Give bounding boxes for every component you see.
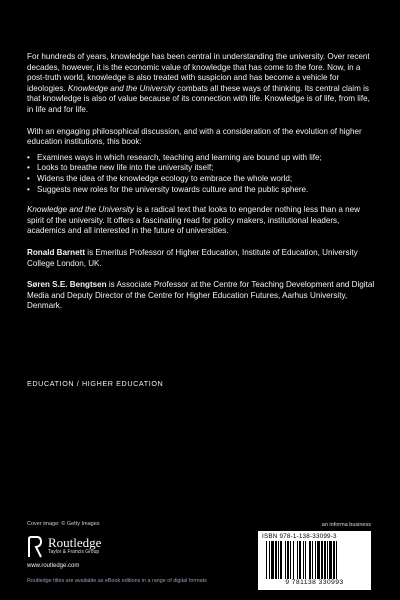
publisher-name: Routledge bbox=[48, 535, 102, 550]
publisher-url[interactable]: www.routledge.com bbox=[27, 563, 80, 569]
blurb-paragraph-2: With an engaging philosophical discussion, and with a consideration of the evolution of higher education institutions, this book: bbox=[27, 126, 362, 147]
publisher-wordmark bbox=[48, 536, 101, 555]
blurb-text bbox=[27, 52, 375, 323]
blurb-paragraph-3 bbox=[27, 205, 375, 237]
author-bio-text: is Emeritus Professor of Higher Education, Institute of Education, University College London, UK. bbox=[27, 247, 358, 268]
author-bio-text: is Associate Professor at the Centre for Teaching Development and Digital Media and Deputy Director of the Centre for Higher Education Futures, Aarhus University, Denmark. bbox=[27, 280, 375, 311]
blurb-p3-rest: is a radical text that looks to engender nothing less than a new spirit of the university. It offers a fascinating read for policy makers, institutional leaders, academics and all interested in the future of universities. bbox=[27, 205, 360, 236]
author-name: Ronald Barnett bbox=[27, 247, 86, 257]
barcode-icon bbox=[262, 541, 367, 579]
blurb-paragraph-1 bbox=[27, 52, 375, 116]
isbn-label: ISBN 978-1-138-33099-3 bbox=[262, 533, 337, 540]
informa-tagline: an informa business bbox=[321, 522, 371, 528]
blurb-p1-text: For hundreds of years, knowledge has been central in understanding the university. Over recent decades, however, it is the economic value of knowledge that has come to the fore. Now, in a post-truth world, knowledge is also treated with suspicion and has become a vehicle for ideologies. bbox=[27, 52, 370, 93]
bullet-item: • Looks to breathe new life into the university itself; bbox=[27, 163, 375, 174]
book-title-italic: Knowledge and the University bbox=[67, 83, 176, 93]
author-name: Søren S.E. Bengtsen bbox=[27, 280, 107, 290]
blurb-p1-rest: combats all these ways of thinking. Its central claim is that knowledge is also of value because of its connection with life. Knowledge is of life, from life, in life and for life. bbox=[27, 83, 370, 114]
author-bio-2 bbox=[27, 280, 375, 312]
cover-credit: Cover image: © Getty Images bbox=[27, 521, 100, 527]
book-title-italic: Knowledge and the University bbox=[27, 205, 135, 215]
barcode-area bbox=[258, 522, 371, 590]
publisher-logo bbox=[27, 536, 101, 558]
barcode-number: 9 781138 330993 bbox=[285, 579, 344, 586]
routledge-logo-icon bbox=[27, 536, 43, 558]
author-bio-1 bbox=[27, 248, 375, 269]
blurb-bullets bbox=[27, 153, 375, 195]
subject-category: EDUCATION / HIGHER EDUCATION bbox=[27, 379, 164, 388]
bullet-item: • Widens the idea of the knowledge ecology to embrace the whole world; bbox=[27, 174, 375, 185]
bullet-item: • Examines ways in which research, teaching and learning are bound up with life; bbox=[27, 153, 375, 164]
bullet-item: • Suggests new roles for the university towards culture and the public sphere. bbox=[27, 185, 375, 196]
ebook-note: Routledge titles are available as eBook editions in a range of digital formats bbox=[27, 578, 207, 584]
isbn-barcode bbox=[258, 531, 371, 590]
publisher-group: Taylor & Francis Group bbox=[48, 549, 100, 555]
